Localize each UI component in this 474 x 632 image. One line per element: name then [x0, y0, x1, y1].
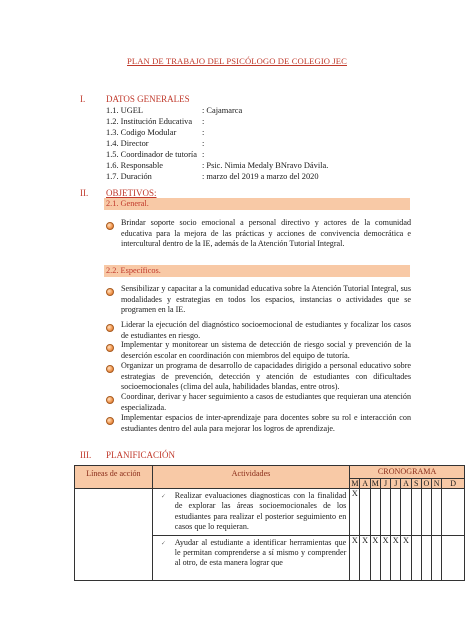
activity-text: Ayudar al estudiante a identificar herramientas que le permitan comprenderse a sí mismo y comprender al otro, de esta manera lograr que: [174, 537, 347, 568]
section-3-number: III.: [80, 450, 92, 460]
schedule-cell: [380, 489, 390, 536]
month-header: N: [432, 479, 442, 489]
specific-objective-item: Implementar y monitorear un sistema de detección de riesgo social y prevención de la deserción escolar en coordinación con miembros del equipo de tutoría.: [121, 340, 411, 360]
schedule-cell: [442, 535, 465, 580]
bullet-icon: [106, 417, 114, 425]
info-value: : Cajamarca: [202, 106, 243, 115]
info-key: 1.4. Director: [106, 139, 149, 148]
specific-objectives-band: 2.2. Específicos.: [104, 265, 410, 277]
check-mark-icon: 🗸: [160, 538, 166, 547]
document-title: PLAN DE TRABAJO DEL PSICÓLOGO DE COLEGIO JEC: [127, 56, 347, 66]
schedule-cell: X: [370, 535, 380, 580]
month-header: M: [351, 479, 359, 488]
col-header-lineas: Líneas de acción: [75, 466, 153, 489]
schedule-cell: [391, 489, 401, 536]
month-header: A: [401, 479, 411, 489]
specific-objective-item: Organizar un programa de desarrollo de capacidades dirigido a personal educativo sobre estrategias de prevención, detección y atención de estudiantes con dificultades socioemocionales (clima del aula, habilidades blandas, entre otros).: [121, 361, 411, 392]
schedule-cell: [432, 489, 442, 536]
section-1-title: DATOS GENERALES: [106, 94, 190, 104]
section-3-title: PLANIFICACIÓN: [106, 450, 176, 460]
schedule-cell: [421, 489, 431, 536]
check-mark-icon: 🗸: [160, 492, 166, 500]
month-header: M: [371, 479, 379, 488]
bullet-icon: [106, 396, 114, 404]
info-key: 1.1. UGEL: [106, 106, 143, 115]
specific-objective-item: Liderar la ejecución del diagnóstico socioemocional de estudiantes y focalizar los casos de estudiantes en riesgo.: [121, 320, 411, 340]
month-header: O: [421, 479, 431, 489]
info-value: :: [202, 150, 205, 159]
bullet-icon: [106, 344, 114, 352]
general-objective-band: 2.1. General.: [104, 198, 410, 210]
bullet-icon: [106, 222, 114, 230]
schedule-cell: [411, 489, 421, 536]
bullet-icon: [106, 324, 114, 332]
info-key: 1.5. Coordinador de tutoría: [106, 150, 197, 159]
schedule-cell: X: [380, 535, 390, 580]
linea-cell: [75, 489, 153, 581]
schedule-cell: [421, 535, 431, 580]
month-header: A: [360, 479, 370, 489]
schedule-cell: X: [391, 535, 401, 580]
schedule-cell: [360, 489, 370, 536]
specific-objective-item: Sensibilizar y capacitar a la comunidad educativa sobre la Atención Tutorial Integral, sus modalidades y estrategias en todos los espacios, instancias o actividades que se programen en la IE.: [121, 284, 411, 315]
schedule-cell: X: [350, 535, 360, 580]
col-header-cronograma: CRONOGRAMA: [350, 466, 465, 479]
info-value: :: [202, 139, 205, 148]
section-1-number: I.: [80, 94, 86, 104]
info-value: :: [202, 117, 205, 126]
specific-objective-item: Implementar espacios de inter-aprendizaje para docentes sobre su rol e interacción con estudiantes dentro del aula para mejorar los logros de aprendizaje.: [121, 413, 411, 433]
info-key: 1.3. Codigo Modular: [106, 128, 177, 137]
section-2-title: OBJETIVOS:: [106, 188, 157, 198]
table-row: [75, 489, 465, 536]
schedule-cell: X: [401, 535, 411, 580]
schedule-cell: [411, 535, 421, 580]
schedule-cell: X: [350, 489, 360, 536]
activity-cell: [152, 489, 350, 536]
schedule-cell: [442, 489, 465, 536]
schedule-cell: [432, 535, 442, 580]
schedule-cell: [401, 489, 411, 536]
section-2-number: II.: [80, 188, 89, 198]
info-value: :: [202, 128, 205, 137]
info-key: 1.7. Duración: [106, 172, 152, 181]
planning-table: [74, 465, 465, 581]
info-key: 1.2. Institución Educativa: [106, 117, 193, 126]
schedule-cell: X: [360, 535, 370, 580]
bullet-icon: [106, 365, 114, 373]
activity-text: Realizar evaluaciones diagnosticas con la finalidad de explorar las áreas socioemocionales de los estudiantes para realizar el posterior seguimiento en casos que lo requieran.: [174, 491, 347, 532]
info-key: 1.6. Responsable: [106, 161, 163, 170]
info-value: : marzo del 2019 a marzo del 2020: [202, 172, 319, 181]
specific-objective-item: Coordinar, derivar y hacer seguimiento a casos de estudiantes que requieran una atención especializada.: [121, 392, 411, 412]
col-header-actividades: Actividades: [152, 466, 350, 489]
general-objective-text: Brindar soporte socio emocional a personal directivo y actores de la comunidad educativa para la mejora de las prácticas y acciones de convivencia democrática e intercultural dentro de la IE, además de la Atención Tutorial Integral.: [121, 218, 411, 249]
info-value: : Psic. Nimia Medaly BNravo Dávila.: [202, 161, 329, 170]
activity-cell: [152, 535, 350, 580]
month-header: D: [442, 479, 465, 489]
month-header: J: [380, 479, 390, 489]
month-header: S: [411, 479, 421, 489]
schedule-cell: [370, 489, 380, 536]
bullet-icon: [106, 288, 114, 296]
month-header: J: [391, 479, 401, 489]
